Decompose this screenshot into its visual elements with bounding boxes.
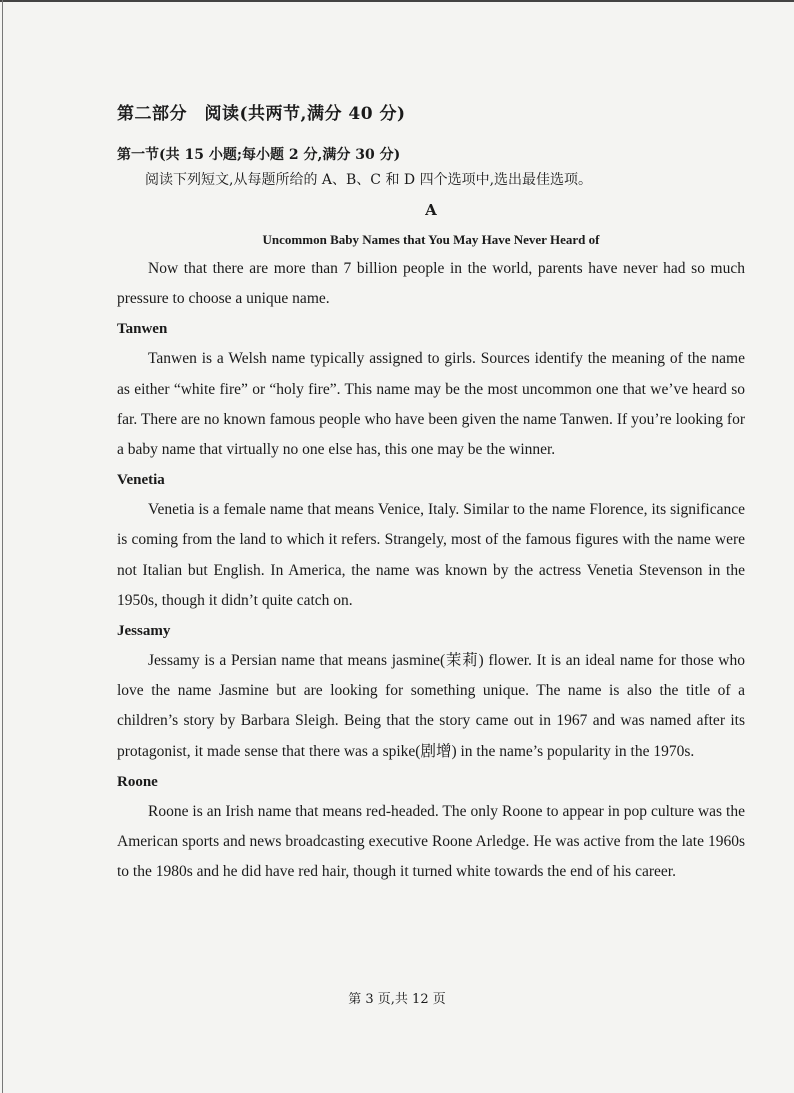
- passage-letter: A: [425, 201, 437, 219]
- name-section-tanwen: [117, 314, 745, 465]
- name-heading: Tanwen: [117, 321, 168, 338]
- left-border-line: [2, 0, 3, 1093]
- name-section-roone: [117, 767, 745, 888]
- instruction-text: 阅读下列短文,从每题所给的 A、B、C 和 D 四个选项中,选出最佳选项。: [145, 172, 593, 188]
- name-heading: Venetia: [117, 472, 165, 489]
- name-description: Venetia is a female name that means Venice, Italy. Similar to the name Florence, its significance is coming from the land to which it refers. Strangely, most of the famous figures with the name were not Italian but English. In America, the name was known by the actress Venetia Stevenson in the 1950s, though it didn’t quite catch on.: [117, 501, 745, 609]
- section-title: 第一节(共 15 小题;每小题 2 分,满分 30 分): [117, 147, 401, 163]
- name-description: Jessamy is a Persian name that means jasmine(茉莉) flower. It is an ideal name for those who love the name Jasmine but are looking for something unique. The name is also the title of a children’s story by Barbara Sleigh. Being that the story came out in 1967 and was named after its protagonist, it made sense that there was a spike(剧增) in the name’s popularity in the 1970s.: [117, 652, 745, 760]
- name-heading: Jessamy: [117, 623, 171, 640]
- passage-title: Uncommon Baby Names that You May Have Never Heard of: [262, 232, 600, 247]
- name-heading: Roone: [117, 773, 158, 790]
- part-title: 第二部分 阅读(共两节,满分 40 分): [117, 104, 406, 124]
- exam-page: [117, 100, 745, 887]
- name-description: Roone is an Irish name that means red-headed. The only Roone to appear in pop culture was the American sports and news broadcasting executive Roone Arledge. He was active from the late 1960s to the 1980s and he did have red hair, though it turned white towards the end of his career.: [117, 802, 745, 881]
- top-border-line: [0, 0, 794, 2]
- passage-intro: Now that there are more than 7 billion people in the world, parents have never had so much pressure to choose a unique name.: [117, 260, 745, 308]
- page-number-footer: 第 3 页,共 12 页: [348, 992, 446, 1007]
- name-section-jessamy: [117, 616, 745, 767]
- name-description: Tanwen is a Welsh name typically assigned to girls. Sources identify the meaning of the name as either “white fire” or “holy fire”. This name may be the most uncommon one that we’ve heard so far. There are no known famous people who have been given the name Tanwen. If you’re looking for a baby name that virtually no one else has, this one may be the winner.: [117, 350, 745, 459]
- name-section-venetia: [117, 465, 745, 616]
